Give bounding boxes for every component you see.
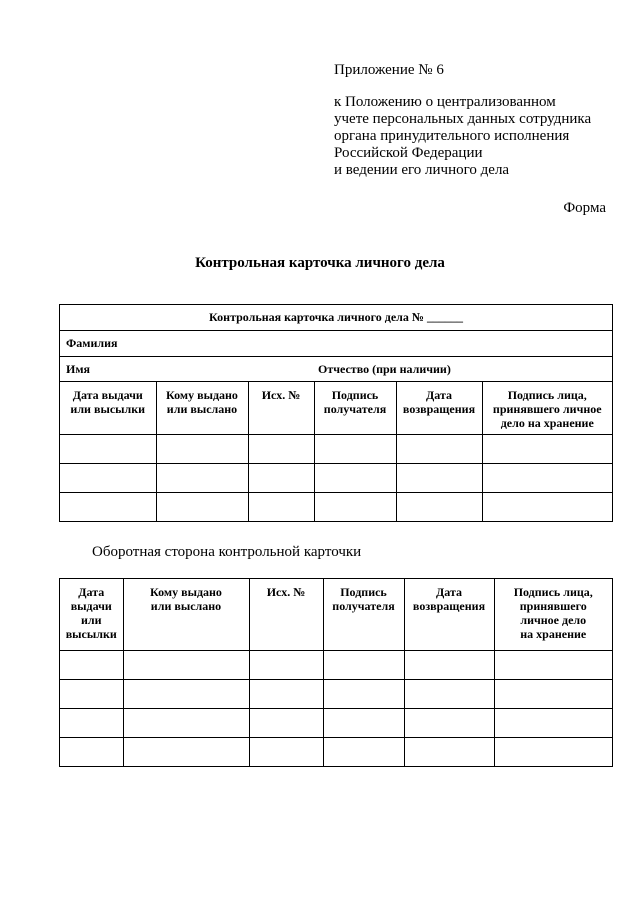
table-cell[interactable]: [248, 493, 314, 522]
table-cell[interactable]: [60, 435, 156, 464]
column-header-outgoing-number: Исх. №: [248, 382, 314, 435]
table-cell[interactable]: [123, 738, 249, 767]
table-cell[interactable]: [494, 651, 612, 680]
table-header-row: [60, 382, 612, 435]
table-cell[interactable]: [249, 680, 323, 709]
table-cell[interactable]: [396, 464, 482, 493]
table-cell[interactable]: [60, 464, 156, 493]
table-cell[interactable]: [404, 680, 494, 709]
appendix-line: Российской Федерации: [334, 145, 483, 161]
column-header-custodian-signature: Подпись лица, принявшего личное дело на хранение: [482, 382, 612, 435]
table-cell[interactable]: [323, 709, 404, 738]
table-row: [60, 464, 612, 493]
document-title: Контрольная карточка личного дела: [195, 255, 445, 271]
table-cell[interactable]: [396, 435, 482, 464]
table-cell[interactable]: [482, 464, 612, 493]
table-cell[interactable]: [60, 651, 123, 680]
name-row: [60, 357, 612, 382]
appendix-line: и ведении его личного дела: [334, 162, 510, 178]
appendix-number: Приложение № 6: [334, 62, 444, 78]
patronymic-label: Отчество (при наличии): [318, 362, 451, 376]
appendix-line: органа принудительного исполнения: [334, 128, 570, 144]
column-header-issued-to: Кому выдано или выслано: [123, 579, 249, 651]
back-card-table: [59, 578, 613, 767]
table-row: [60, 680, 612, 709]
table-cell[interactable]: [249, 709, 323, 738]
table-cell[interactable]: [60, 709, 123, 738]
table-cell[interactable]: [396, 493, 482, 522]
table-header-row: [60, 579, 612, 651]
table-cell[interactable]: [123, 709, 249, 738]
column-header-issue-date: Дата выдачи или высылки: [60, 579, 123, 651]
table-cell[interactable]: [314, 493, 396, 522]
table-cell[interactable]: [323, 680, 404, 709]
table-cell[interactable]: [60, 680, 123, 709]
table-cell[interactable]: [494, 738, 612, 767]
table-cell[interactable]: [248, 435, 314, 464]
table-cell[interactable]: [482, 435, 612, 464]
table-cell[interactable]: [249, 651, 323, 680]
table-cell[interactable]: [494, 709, 612, 738]
table-row: [60, 651, 612, 680]
table-cell[interactable]: [404, 738, 494, 767]
table-row: [60, 709, 612, 738]
table-cell[interactable]: [60, 738, 123, 767]
table-cell[interactable]: [123, 680, 249, 709]
front-issue-table: [60, 382, 612, 521]
table-cell[interactable]: [156, 464, 248, 493]
back-side-title: Оборотная сторона контрольной карточки: [92, 544, 362, 560]
table-cell[interactable]: [323, 738, 404, 767]
back-issue-table: [60, 579, 612, 766]
appendix-line: к Положению о централизованном: [334, 94, 556, 110]
column-header-recipient-signature: Подпись получателя: [323, 579, 404, 651]
table-cell[interactable]: [123, 651, 249, 680]
table-cell[interactable]: [404, 651, 494, 680]
table-cell[interactable]: [249, 738, 323, 767]
column-header-custodian-signature: Подпись лица, принявшего личное дело на хранение: [494, 579, 612, 651]
name-label: Имя: [66, 362, 90, 376]
front-card-table: [59, 304, 613, 522]
column-header-recipient-signature: Подпись получателя: [314, 382, 396, 435]
appendix-block: [334, 62, 591, 179]
table-cell[interactable]: [248, 464, 314, 493]
table-cell[interactable]: [323, 651, 404, 680]
table-cell[interactable]: [314, 435, 396, 464]
column-header-issued-to: Кому выдано или выслано: [156, 382, 248, 435]
form-label: Форма: [563, 200, 606, 216]
table-row: [60, 435, 612, 464]
column-header-return-date: Дата возвращения: [404, 579, 494, 651]
table-cell[interactable]: [156, 493, 248, 522]
appendix-line: учете персональных данных сотрудника: [334, 111, 592, 127]
column-header-outgoing-number: Исх. №: [249, 579, 323, 651]
table-row: [60, 738, 612, 767]
table-cell[interactable]: [494, 680, 612, 709]
column-header-return-date: Дата возвращения: [396, 382, 482, 435]
table-row: [60, 493, 612, 522]
table-cell[interactable]: [404, 709, 494, 738]
surname-row: Фамилия: [60, 331, 612, 357]
table-cell[interactable]: [314, 464, 396, 493]
table-cell[interactable]: [60, 493, 156, 522]
card-number-row: Контрольная карточка личного дела № ______: [60, 305, 612, 331]
column-header-issue-date: Дата выдачи или высылки: [60, 382, 156, 435]
table-cell[interactable]: [482, 493, 612, 522]
table-cell[interactable]: [156, 435, 248, 464]
